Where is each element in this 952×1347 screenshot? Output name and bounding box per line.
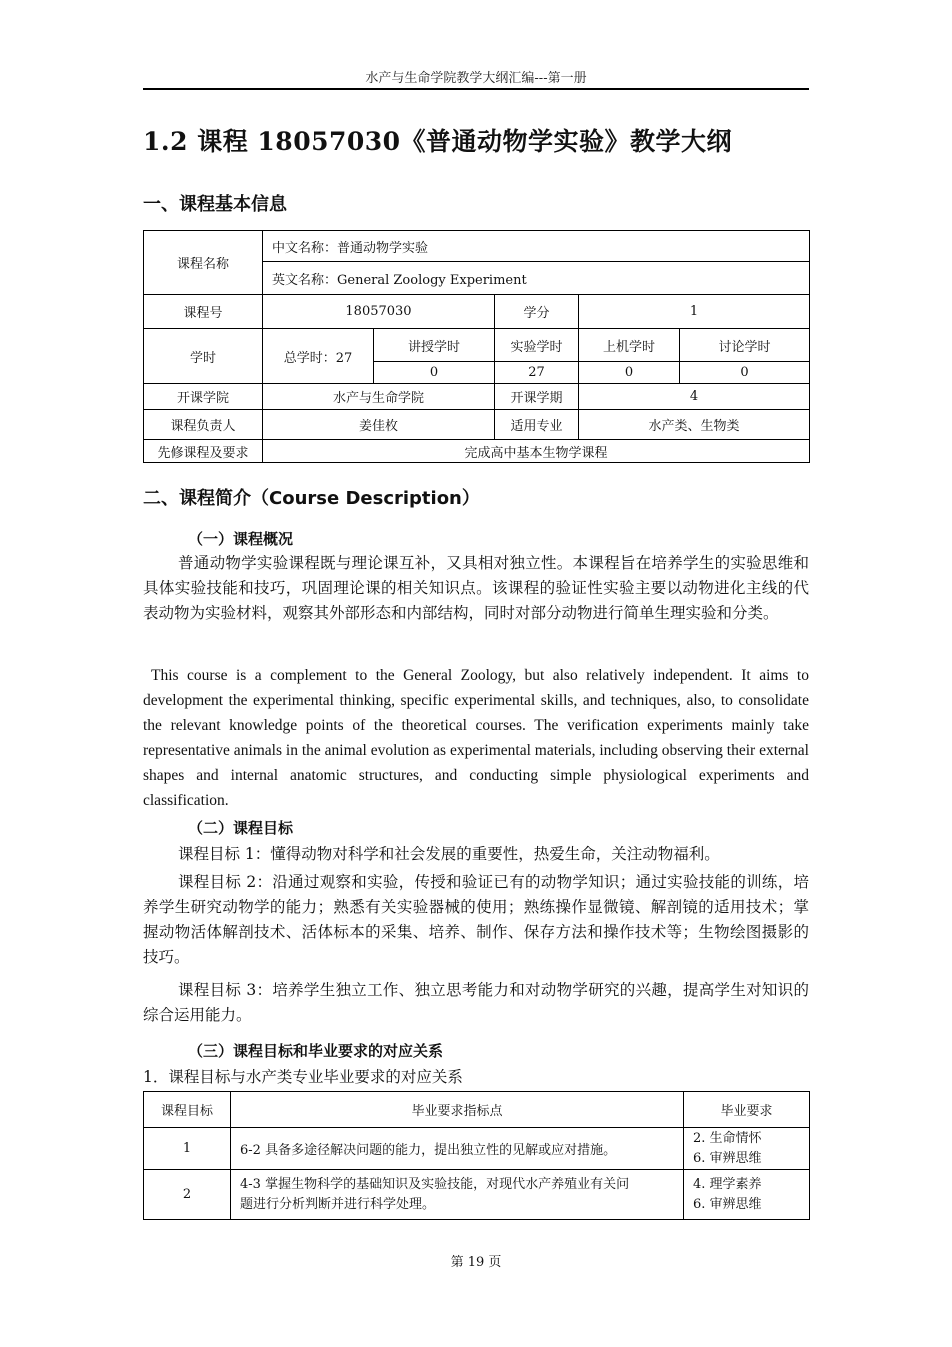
requirement-item: 6. 审辨思维	[693, 1196, 762, 1212]
goal-1-paragraph: 课程目标 1：懂得动物对科学和社会发展的重要性，热爱生命，关注动物福利。	[178, 845, 720, 863]
college-label: 开课学院	[144, 384, 263, 410]
discussion-hours: 0	[680, 362, 810, 384]
course-info-table	[143, 230, 810, 463]
goal-requirement-table	[143, 1091, 810, 1220]
credit-value: 1	[579, 295, 810, 329]
page-number: 第 19 页	[450, 1255, 502, 1270]
row-requirements	[684, 1170, 810, 1220]
row-point: 6-2 具备多途径解决问题的能力，提出独立性的见解或应对措施。	[231, 1128, 684, 1170]
row-goal: 2	[144, 1170, 231, 1220]
computer-hours: 0	[579, 362, 680, 384]
course-cn-name: 中文名称：普通动物学实验	[263, 231, 810, 262]
leader-label: 课程负责人	[144, 410, 263, 440]
major-value: 水产类、生物类	[579, 410, 810, 440]
row-requirements	[684, 1128, 810, 1170]
total-hours: 总学时：27	[263, 329, 374, 384]
running-header: 水产与生命学院教学大纲汇编---第一册	[365, 71, 587, 86]
table-row	[144, 1128, 810, 1170]
header-rule	[143, 88, 809, 90]
requirement-item: 4. 理学素养	[693, 1176, 762, 1192]
goal-2-paragraph: 课程目标 2：沿通过观察和实验，传授和验证已有的动物学知识；通过实验技能的训练，培养学生研究动物学的能力；熟悉有关实验器械的使用；熟练操作显微镜、解剖镜的适用技术；掌握动物活体解剖技术、活体标本的采集、培养、制作、保存方法和操作技术等；生物绘图摄影的技巧。	[143, 873, 809, 966]
course-en-name: 英文名称：General Zoology Experiment	[263, 262, 810, 295]
subsection-heading-overview: （一）课程概况	[188, 530, 294, 548]
col-header-point: 毕业要求指标点	[231, 1092, 684, 1128]
overview-cn-paragraph: 普通动物学实验课程既与理论课互补，又具相对独立性。本课程旨在培养学生的实验思维和具体实验技能和技巧，巩固理论课的相关知识点。该课程的验证性实验主要以动物进化主线的代表动物为实验材料，观察其外部形态和内部结构，同时对部分动物进行简单生理实验和分类。	[143, 554, 809, 622]
requirement-item: 6. 审辨思维	[693, 1150, 762, 1166]
requirement-item: 2. 生命情怀	[693, 1130, 762, 1146]
table-row	[144, 1170, 810, 1220]
col-header-requirement: 毕业要求	[684, 1092, 810, 1128]
section-heading-description: 二、课程简介（Course Description）	[143, 488, 480, 509]
hours-label: 学时	[144, 329, 263, 384]
prereq-value: 完成高中基本生物学课程	[263, 440, 810, 463]
row-goal: 1	[144, 1128, 231, 1170]
credit-label: 学分	[495, 295, 579, 329]
point-line: 题进行分析判断并进行科学处理。	[240, 1196, 436, 1212]
col-header-goal: 课程目标	[144, 1092, 231, 1128]
semester-label: 开课学期	[495, 384, 579, 410]
mapping-list-title: 1．课程目标与水产类专业毕业要求的对应关系	[143, 1068, 463, 1086]
point-line: 4-3 掌握生物科学的基础知识及实验技能，对现代水产养殖业有关问	[240, 1176, 630, 1192]
goal-3-paragraph: 课程目标 3：培养学生独立工作、独立思考能力和对动物学研究的兴趣，提高学生对知识的综合运用能力。	[143, 981, 809, 1024]
lecture-hours: 0	[374, 362, 495, 384]
overview-en-paragraph: This course is a complement to the General Zoology, but also relatively independent. It aims to development the experimental thinking, specific experimental skills, and techniques, also, to consolidate the relevant knowledge points of the theoretical courses. The verification experiments mainly take representative animals in the animal evolution as experimental materials, including observing their external shapes and internal anatomic structures, and conducting simple physiological experiments and classification.	[143, 667, 809, 809]
discussion-hours-label: 讨论学时	[680, 329, 810, 362]
leader-value: 姜佳枚	[263, 410, 495, 440]
page-title: 1.2 课程 18057030《普通动物学实验》教学大纲	[143, 127, 733, 156]
course-no: 18057030	[263, 295, 495, 329]
lecture-hours-label: 讲授学时	[374, 329, 495, 362]
course-no-label: 课程号	[144, 295, 263, 329]
lab-hours-label: 实验学时	[495, 329, 579, 362]
lab-hours: 27	[495, 362, 579, 384]
course-name-label: 课程名称	[144, 231, 263, 295]
semester-value: 4	[579, 384, 810, 410]
college-value: 水产与生命学院	[263, 384, 495, 410]
subsection-heading-goals: （二）课程目标	[188, 819, 294, 837]
section-heading-basic-info: 一、课程基本信息	[143, 194, 287, 215]
prereq-label: 先修课程及要求	[144, 440, 263, 463]
computer-hours-label: 上机学时	[579, 329, 680, 362]
major-label: 适用专业	[495, 410, 579, 440]
row-point	[231, 1170, 684, 1220]
subsection-heading-mapping: （三）课程目标和毕业要求的对应关系	[188, 1042, 444, 1060]
